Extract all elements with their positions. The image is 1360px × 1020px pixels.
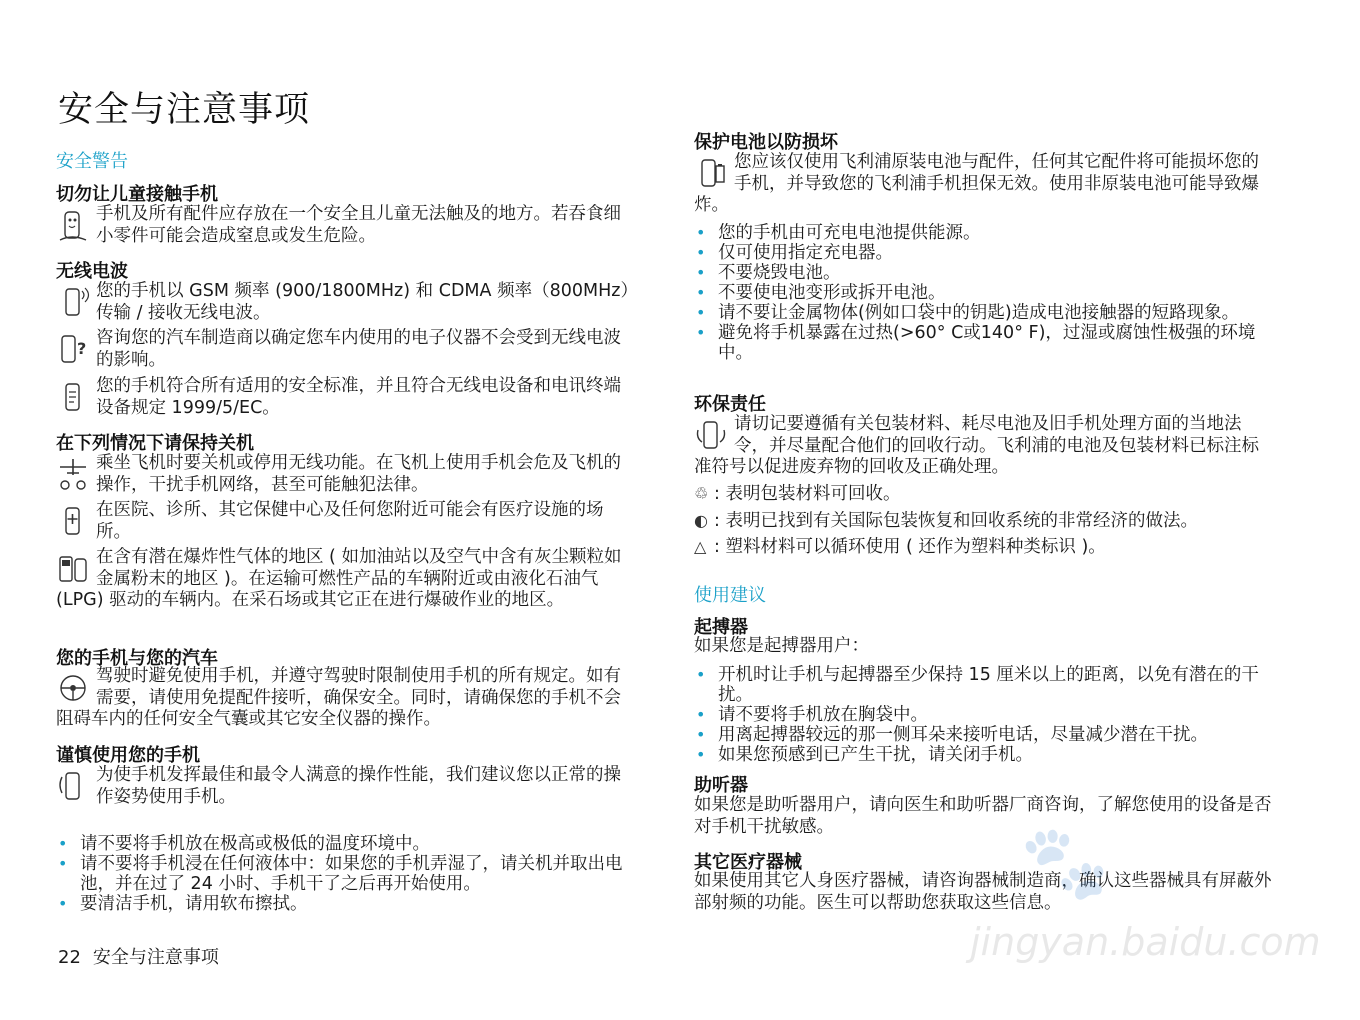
plastic-text: : 塑料材料可以循环使用 ( 还作为塑料种类标识 )。 (714, 537, 1106, 557)
switch-off-paragraph-2 (56, 500, 638, 543)
car-phone-icon (56, 668, 90, 706)
safety-warning-heading: 安全警告 (56, 151, 128, 172)
recycle-icon: ♲ (694, 484, 709, 503)
list-item: • 用离起搏器较远的那一侧耳朵来接听电话，尽量减少潜在干扰。 (694, 725, 1280, 745)
phone-standard-icon (56, 378, 90, 416)
child-phone-icon (56, 206, 90, 244)
recyclable-symbol-line (694, 483, 900, 505)
battery-title: 保护电池以防损坏 (694, 132, 838, 153)
watermark (930, 820, 1321, 980)
page-title: 安全与注意事项 (58, 90, 311, 130)
radio-paragraph-2 (56, 328, 638, 371)
hearing-aid-text: 如果您是助听器用户，请向医生和助听器厂商咨询，了解您使用的设备是否对手机干扰敏感。 (694, 795, 1272, 837)
hearing-aid-title: 助听器 (694, 775, 748, 796)
switch-off-text-2: 在医院、诊所、其它保健中心及任何您附近可能会有医疗设施的场所。 (96, 500, 604, 542)
svg-text:?: ? (77, 339, 87, 358)
green-dot-icon: ◐ (694, 511, 708, 530)
pacemaker-intro: 如果您是起搏器用户： (694, 636, 869, 656)
gas-pump-icon (56, 549, 90, 587)
list-item: • 开机时让手机与起搏器至少保持 15 厘米以上的距离，以免有潜在的干扰。 (694, 665, 1280, 705)
green-dot-symbol-line (694, 510, 1198, 532)
care-bullet-list (56, 834, 641, 914)
car-paragraph (56, 666, 638, 731)
list-item: • 请不要将手机放在胸袋中。 (694, 705, 1280, 725)
children-text: 手机及所有配件应存放在一个安全且儿童无法触及的地方。若吞食细小零件可能会造成窒息或发生危险。 (96, 204, 621, 246)
radio-text-1: 您的手机以 GSM 频率 (900/1800MHz) 和 CDMA 频率（800MHz）传输 / 接收无线电波。 (96, 281, 638, 323)
plastic-symbol-line (694, 536, 1106, 558)
medical-devices-text: 如果使用其它人身医疗器械，请咨询器械制造商，确认这些器械具有屏蔽外部射频的功能。医生可以帮助您获取这些信息。 (694, 871, 1272, 913)
paw-logo-icon: 🐾 (1020, 820, 1110, 904)
battery-bullet-list (694, 223, 1280, 363)
children-paragraph (56, 204, 638, 247)
careful-use-paragraph (56, 765, 638, 808)
careful-use-title: 谨慎使用您的手机 (56, 745, 200, 766)
page-footer (58, 943, 231, 969)
pacemaker-bullet-list (694, 665, 1280, 765)
list-item: • 不要使电池变形或拆开电池。 (694, 283, 1280, 303)
list-item: • 请不要让金属物体(例如口袋中的钥匙)造成电池接触器的短路现象。 (694, 303, 1280, 323)
list-item: • 不要烧毁电池。 (694, 263, 1280, 283)
radio-paragraph-1 (56, 281, 638, 324)
children-title: 切勿让儿童接触手机 (56, 184, 218, 205)
switch-off-title: 在下列情况下请保持关机 (56, 433, 254, 454)
usage-heading: 使用建议 (694, 585, 766, 606)
list-item: • 您的手机由可充电电池提供能源。 (694, 223, 1280, 243)
list-item: • 如果您预感到已产生干扰，请关闭手机。 (694, 745, 1280, 765)
page-number: 22 (58, 947, 81, 968)
pacemaker-title: 起搏器 (694, 617, 748, 638)
battery-paragraph (694, 152, 1276, 217)
switch-off-text-1: 乘坐飞机时要关机或停用无线功能。在飞机上使用手机会危及飞机的操作，干扰手机网络，甚至可能触犯法律。 (96, 453, 621, 495)
switch-off-text-3: 在含有潜在爆炸性气体的地区 ( 如加油站以及空气中含有灰尘颗粒如金属粉末的地区 )。在运输可燃性产品的车辆附近或由液化石油气 (LPG) 驱动的车辆内。在采石场或其它正在进行爆破作业的地区。 (56, 547, 622, 610)
phone-waves-icon (56, 283, 90, 321)
list-item: • 请不要将手机浸在任何液体中：如果您的手机弄湿了，请关机并取出电池，并在过了 24 小时、手机干了之后再开始使用。 (56, 854, 641, 894)
car-text: 驾驶时避免使用手机，并遵守驾驶时限制使用手机的所有规定。如有需要，请使用免提配件接听，确保安全。同时，请确保您的手机不会阻碍车内的任何安全气囊或其它安全仪器的操作。 (56, 666, 621, 729)
switch-off-paragraph-1 (56, 453, 638, 496)
radio-text-3: 您的手机符合所有适用的安全标准，并且符合无线电设备和电讯终端设备规定 1999/5/EC。 (96, 376, 621, 418)
list-item: • 仅可使用指定充电器。 (694, 243, 1280, 263)
phone-question-icon (56, 330, 90, 368)
car-title: 您的手机与您的汽车 (56, 648, 218, 669)
plastic-triangle-icon: △ (694, 537, 707, 556)
radio-text-2: 咨询您的汽车制造商以确定您车内使用的电子仪器不会受到无线电波的影响。 (96, 328, 621, 370)
careful-use-text: 为使手机发挥最佳和最令人满意的操作性能，我们建议您以正常的操作姿势使用手机。 (96, 765, 621, 807)
footer-title: 安全与注意事项 (92, 947, 219, 968)
medical-devices-title: 其它医疗器械 (694, 852, 802, 873)
hospital-phone-icon (56, 502, 90, 540)
recycle-phone-icon (694, 416, 728, 454)
recyclable-text: : 表明包装材料可回收。 (714, 484, 901, 504)
environment-title: 环保责任 (694, 394, 766, 415)
environment-paragraph (694, 414, 1276, 479)
list-item: • 请不要将手机放在极高或极低的温度环境中。 (56, 834, 641, 854)
switch-off-paragraph-3 (56, 547, 638, 612)
list-item: • 避免将手机暴露在过热(>60° C或140° F)，过湿或腐蚀性极强的环境中。 (694, 323, 1280, 363)
radio-title: 无线电波 (56, 261, 128, 282)
battery-text: 您应该仅使用飞利浦原装电池与配件，任何其它配件将可能损坏您的手机，并导致您的飞利浦手机担保无效。使用非原装电池可能导致爆炸。 (694, 152, 1259, 215)
radio-paragraph-3 (56, 376, 638, 419)
airplane-phone-icon (56, 455, 90, 493)
environment-text: 请切记要遵循有关包装材料、耗尽电池及旧手机处理方面的当地法令，并尽量配合他们的回收行动。飞利浦的电池及包装材料已标注标准符号以促进废弃物的回收及正确处理。 (694, 414, 1259, 477)
battery-phone-icon (694, 154, 728, 192)
phone-ear-icon (56, 767, 90, 805)
list-item: • 要清洁手机，请用软布擦拭。 (56, 894, 641, 914)
watermark-text: jingyan.baidu.com (970, 920, 1321, 964)
green-dot-text: : 表明已找到有关国际包装恢复和回收系统的非常经济的做法。 (714, 511, 1198, 531)
